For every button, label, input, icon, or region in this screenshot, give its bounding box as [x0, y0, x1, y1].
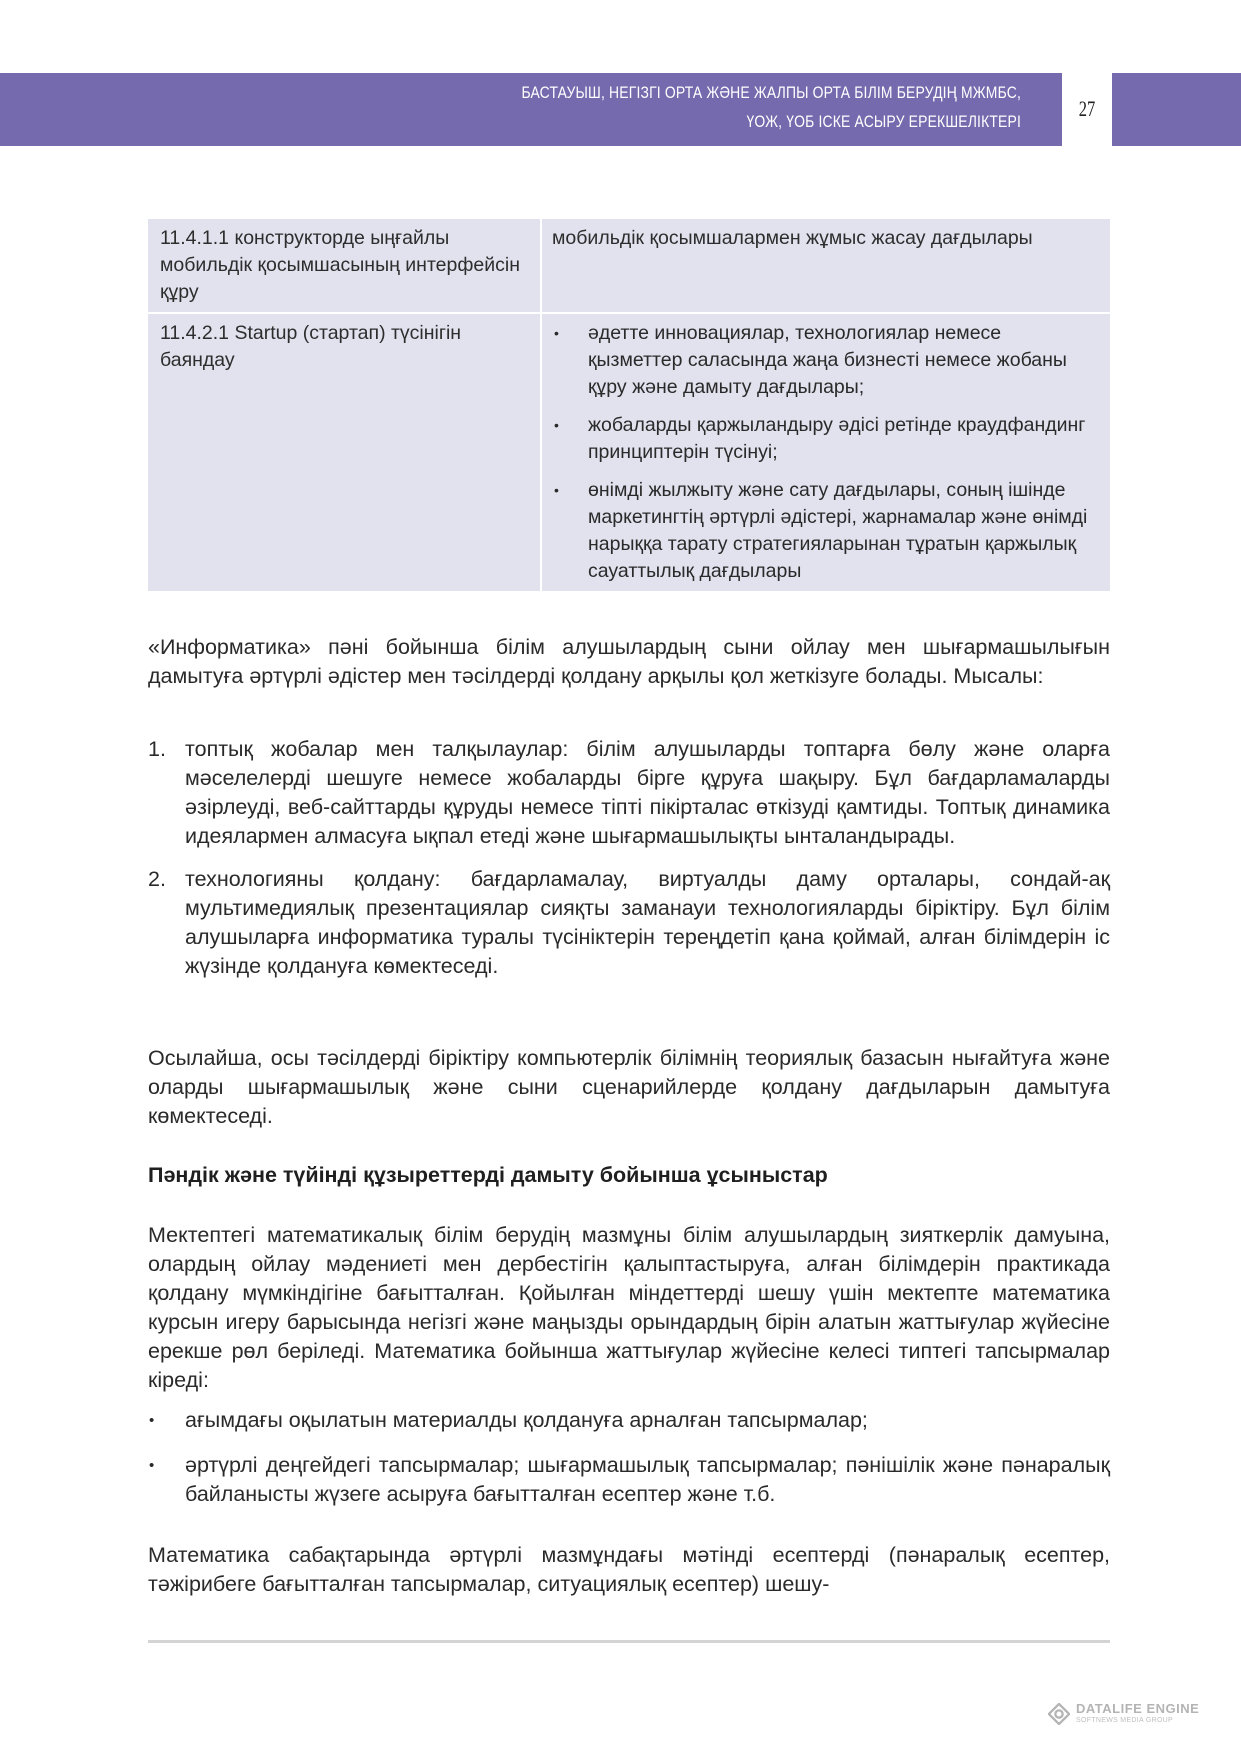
- running-header: [365, 78, 1021, 136]
- task-types-list: [148, 1406, 1110, 1509]
- task-types-section: [148, 1406, 1110, 1509]
- section-heading: Пәндік және түйінді құзыреттерді дамыту бойынша ұсыныстар: [148, 1163, 828, 1187]
- table-row: [148, 314, 1110, 591]
- list-item: • әртүрлі деңгейдегі тапсырмалар; шығармашылық тапсырмалар; пәнішілік және пәнаралық байланысты жүзеге асыруға бағытталған есептер және т.б.: [149, 1453, 1110, 1506]
- bullet-icon: •: [554, 325, 559, 341]
- numbered-list: [148, 735, 1110, 981]
- running-header-line-2: ҮОЖ, ҮОБ ІСКЕ АСЫРУ ЕРЕКШЕЛІКТЕРІ: [746, 112, 1021, 131]
- numbered-list-section: [148, 735, 1110, 981]
- objective-text: 11.4.1.1 конструкторде ыңғайлы мобильдік қосымшасының интерфейсін құру: [160, 227, 520, 303]
- page-number: 27: [1078, 96, 1096, 121]
- running-header-line-1: БАСТАУЫШ, НЕГІЗГІ ОРТА ЖӘНЕ ЖАЛПЫ ОРТА БІЛІМ БЕРУДІҢ МЖМБС,: [521, 83, 1021, 102]
- list-item: 2. технологияны қолдану: бағдарламалау, виртуалды даму орталары, сондай-ақ мультимедиялық презентациялар сияқты заманауи технологияларды біріктіру. Бұл білім алушыларға информатика туралы түсініктерін тереңдетіп қана қоймай, алған білімдерін іс жүзінде қолдануға көмектеседі.: [148, 867, 1110, 978]
- list-item: • ағымдағы оқылатын материалды қолдануға арналған тапсырмалар;: [148, 1406, 1110, 1435]
- footer-divider: [148, 1640, 1110, 1643]
- list-item: • жобаларды қаржыландыру әдісі ретінде краудфандинг принциптерін түсінуі;: [554, 414, 1086, 463]
- bullet-icon: •: [554, 482, 559, 498]
- table-cell-skills: [542, 314, 1110, 591]
- math-paragraph: Мектептегі математикалық білім берудің мазмұны білім алушылардың зияткерлік дамуына, олардың ойлау мәдениеті мен дербестігін қалыптастыруға, алған білімдерін практикада қолдану мүмкіндігіне бағытталған. Қойылған міндеттерді шешу үшін мектепте математика курсын игеру барысында негізгі және маңызды орындардың бірін алатын жаттығулар жүйесіне ерекше рөл беріледі. Математика бойынша жаттығулар жүйесіне келесі типтегі тапсырмалар кіреді:: [148, 1223, 1110, 1392]
- bullet-icon: •: [149, 1412, 155, 1429]
- table-cell-objective: [148, 314, 542, 591]
- watermark-subtitle: SOFTNEWS MEDIA GROUP: [1076, 1717, 1174, 1724]
- math-section: [148, 1221, 1110, 1395]
- bullet-icon: •: [554, 417, 559, 433]
- outcomes-table: [148, 219, 1110, 591]
- objective-text: 11.4.2.1 Startup (стартап) түсінігін баяндау: [160, 322, 462, 371]
- final-paragraph: Математика сабақтарында әртүрлі мазмұндағы мәтінді есептерді (пәнаралық есептер, тәжірибеге бағытталған тапсырмалар, ситуациялық есептер) шешу-: [148, 1543, 1110, 1596]
- skills-text: мобильдік қосымшалармен жұмыс жасау дағдылары: [552, 227, 1033, 249]
- final-section: [148, 1541, 1110, 1599]
- conclusion-paragraph: Осылайша, осы тәсілдерді біріктіру компьютерлік білімнің теориялық базасын нығайтуға және оларды шығармашылық және сыни сценарийлерде қолдану дағдыларын дамытуға көмектеседі.: [148, 1046, 1110, 1128]
- table-row: [148, 219, 1110, 314]
- watermark-title: DATALIFE ENGINE: [1076, 1701, 1200, 1716]
- bullet-icon: •: [149, 1457, 155, 1474]
- watermark: [1048, 1702, 1199, 1725]
- intro-section: [148, 633, 1110, 691]
- list-item: 1. топтық жобалар мен талқылаулар: білім алушыларды топтарға бөлу және оларға мәселелерді шешуге немесе жобаларды бірге құруға шақыру. Бұл бағдарламаларды әзірлеуді, веб-сайттарды құруды немесе тіпті пікірталас өткізуді қамтиды. Топтық динамика идеялармен алмасуға ықпал етеді және шығармашылықты ынталандырады.: [148, 737, 1110, 848]
- section-heading-wrap: [148, 1161, 1110, 1190]
- intro-paragraph: «Информатика» пәні бойынша білім алушылардың сыни ойлау мен шығармашылығын дамытуға әртүрлі әдістер мен тәсілдерді қолдану арқылы қол жеткізуге болады. Мысалы:: [148, 635, 1110, 688]
- list-number: 1.: [148, 737, 166, 761]
- conclusion-section: [148, 1044, 1110, 1131]
- header-band-right: [1112, 73, 1241, 146]
- list-item: • әдетте инновациялар, технологиялар немесе қызметтер саласында жаңа бизнесті немесе жобаны құру және дамыту дағдылары;: [554, 322, 1067, 398]
- datalife-logo-icon: [1048, 1703, 1070, 1725]
- skills-bullet-list: [552, 320, 1098, 585]
- table-cell-objective: [148, 219, 542, 312]
- table-cell-skills: [542, 219, 1110, 312]
- list-number: 2.: [148, 867, 166, 891]
- list-item: • өнімді жылжыту және сату дағдылары, соның ішінде маркетингтің әртүрлі әдістері, жарнамалар және өнімді нарыққа тарату стратегияларынан тұратын қаржылық сауаттылық дағдылары: [554, 479, 1088, 582]
